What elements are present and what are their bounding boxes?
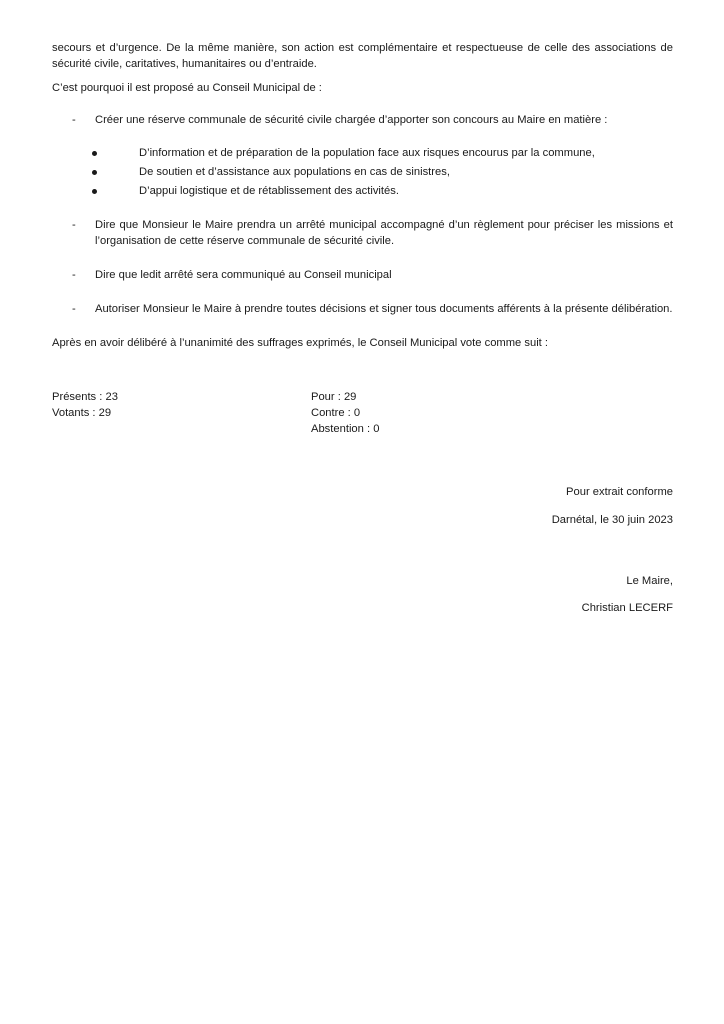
- bullet-item: [52, 163, 673, 182]
- proposal-item: [52, 301, 673, 317]
- votes-abstention: Abstention : 0: [311, 423, 380, 435]
- conclusion-paragraph: Après en avoir délibéré à l’unanimité des suffrages exprimés, le Conseil Municipal vote comme suit :: [52, 337, 549, 349]
- vote-results: [52, 389, 673, 441]
- certification-line: Pour extrait conforme: [566, 486, 673, 498]
- proposal-item: [52, 217, 673, 249]
- proposal-text: Dire que Monsieur le Maire prendra un arrêté municipal accompagné d’un règlement pour préciser les missions et l’organisation de cette réserve communale de sécurité civile.: [95, 219, 673, 247]
- proposal-text: Créer une réserve communale de sécurité civile chargée d’apporter son concours au Maire en matière :: [95, 114, 608, 126]
- bullet-text: De soutien et d’assistance aux populations en cas de sinistres,: [139, 166, 450, 178]
- proposal-text: Autoriser Monsieur le Maire à prendre toutes décisions et signer tous documents afférents à la présente délibération.: [95, 303, 673, 315]
- bullet-item: [52, 182, 673, 201]
- intro-paragraph: secours et d’urgence. De la même manière, son action est complémentaire et respectueuse de celle des associations de sécurité civile, caritatives, humanitaires ou d’entraide.: [52, 42, 673, 70]
- bullet-item: [52, 144, 673, 163]
- dash-marker: -: [72, 114, 76, 126]
- dash-marker: -: [72, 303, 76, 315]
- bullet-list: [52, 144, 673, 201]
- bullet-icon: [92, 151, 97, 156]
- document-page: [52, 40, 673, 441]
- proposal-text: Dire que ledit arrêté sera communiqué au Conseil municipal: [95, 269, 392, 281]
- bullet-text: D’information et de préparation de la population face aux risques encourus par la commune,: [139, 147, 595, 159]
- proposal-item: [52, 112, 673, 128]
- present-count: Présents : 23: [52, 391, 118, 403]
- votes-for: Pour : 29: [311, 391, 357, 403]
- signatory-title: Le Maire,: [626, 575, 673, 587]
- proposal-item: [52, 267, 673, 283]
- lead-paragraph: C’est pourquoi il est proposé au Conseil Municipal de :: [52, 82, 322, 94]
- votes-against: Contre : 0: [311, 407, 361, 419]
- signatory-name: Christian LECERF: [581, 602, 673, 614]
- bullet-icon: [92, 170, 97, 175]
- voters-count: Votants : 29: [52, 407, 112, 419]
- ballot-column: [311, 389, 379, 437]
- place-date-line: Darnétal, le 30 juin 2023: [551, 514, 673, 526]
- dash-marker: -: [72, 219, 76, 231]
- dash-marker: -: [72, 269, 76, 281]
- bullet-text: D’appui logistique et de rétablissement des activités.: [139, 185, 399, 197]
- attendance-column: [52, 389, 118, 421]
- bullet-icon: [92, 189, 97, 194]
